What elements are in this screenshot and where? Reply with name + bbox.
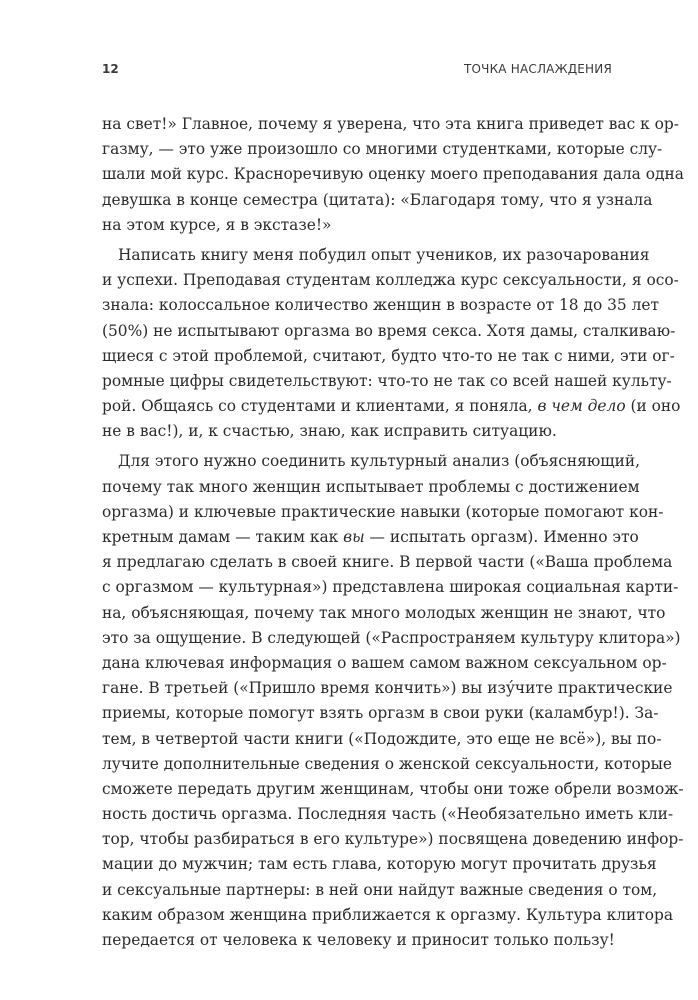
- paragraph: [102, 243, 681, 445]
- text-line: гане. В третьей («Пришло время кончить») вы изу́чите практические: [102, 679, 673, 698]
- text-line: на свет!» Главное, почему я уверена, что эта книга приведет вас к ор-: [102, 115, 679, 133]
- text-line: это за ощущение. В следующей («Распространяем культуру клитора»): [102, 628, 681, 647]
- text-line: знала: колоссальное количество женщин в возрасте от 18 до 35 лет: [102, 296, 659, 315]
- page-header: [102, 62, 612, 80]
- text-line: кретным дамам — таким как вы — испытать оргазм). Именно это: [102, 528, 639, 546]
- text-line: и сексуальные партнеры: в ней они найдут важные сведения о том,: [102, 880, 658, 899]
- page-number: 12: [102, 62, 119, 76]
- text-line: тор, чтобы разбираться в его культуре») посвящена доведению инфор-: [102, 830, 684, 849]
- emphasis: вы: [343, 528, 365, 546]
- text-line: мации до мужчин; там есть глава, которую могут прочитать друзья: [102, 855, 657, 874]
- text-line: газму, — это уже произошло со многими студентками, которые слу-: [102, 140, 663, 159]
- text-line: рой. Общаясь со студентами и клиентами, я поняла, в чем дело (и оно: [102, 397, 681, 416]
- text-line: Написать книгу меня побудил опыт учеников, их разочарования: [118, 245, 650, 264]
- text-line: сможете передать другим женщинам, чтобы они тоже обрели возмож-: [102, 779, 684, 798]
- text-line: девушка в конце семестра (цитата): «Благодаря тому, что я узнала: [102, 190, 653, 209]
- text-line: приемы, которые помогут взять оргазм в свои руки (каламбур!). За-: [102, 704, 659, 723]
- text-line: ность достичь оргазма. Последняя часть («Необязательно иметь кли-: [102, 805, 674, 824]
- body-text: [102, 112, 684, 953]
- text-line: дана ключевая информация о вашем самом важном сексуальном ор-: [102, 653, 667, 672]
- text-line: тем, в четвертой части книги («Подождите, это еще не всё»), вы по-: [102, 729, 662, 748]
- text-line: передается от человека к человеку и приносит только пользу!: [102, 931, 615, 949]
- text-line: лучите дополнительные сведения о женской сексуальности, которые: [102, 754, 672, 773]
- text-line: каким образом женщина приближается к оргазму. Культура клитора: [102, 905, 674, 924]
- text-line: Для этого нужно соединить культурный анализ (объясняющий,: [118, 452, 641, 471]
- text-line: на этом курсе, я в экстазе!»: [102, 215, 332, 234]
- text-line: и успехи. Преподавая студентам колледжа курс сексуальности, я осо-: [102, 271, 679, 290]
- text-line: ромные цифры свидетельствуют: что-то не так со всей нашей культу-: [102, 371, 672, 390]
- text-line: (50%) не испытывают оргазма во время секса. Хотя дамы, сталкиваю-: [102, 321, 676, 340]
- text-line: щиеся с этой проблемой, считают, будто что-то не так с ними, эти ог-: [102, 346, 675, 365]
- text-line: оргазма) и ключевые практические навыки (которые помогают кон-: [102, 502, 664, 521]
- paragraph: [102, 449, 684, 953]
- paragraph: [102, 112, 684, 238]
- text-line: с оргазмом — культурная») представлена широкая социальная карти-: [102, 578, 679, 597]
- running-title: ТОЧКА НАСЛАЖДЕНИЯ: [463, 62, 612, 76]
- emphasis: в чем дело: [537, 397, 626, 416]
- text-line: шали мой курс. Красноречивую оценку моего преподавания дала одна: [102, 165, 684, 184]
- text-line: почему так много женщин испытывает проблемы с достижением: [102, 477, 640, 496]
- text-line: на, объясняющая, почему так много молодых женщин не знают, что: [102, 603, 666, 622]
- text-line: я предлагаю сделать в своей книге. В первой части («Ваша проблема: [102, 553, 673, 572]
- text-line: не в вас!), и, к счастью, знаю, как исправить ситуацию.: [102, 422, 557, 441]
